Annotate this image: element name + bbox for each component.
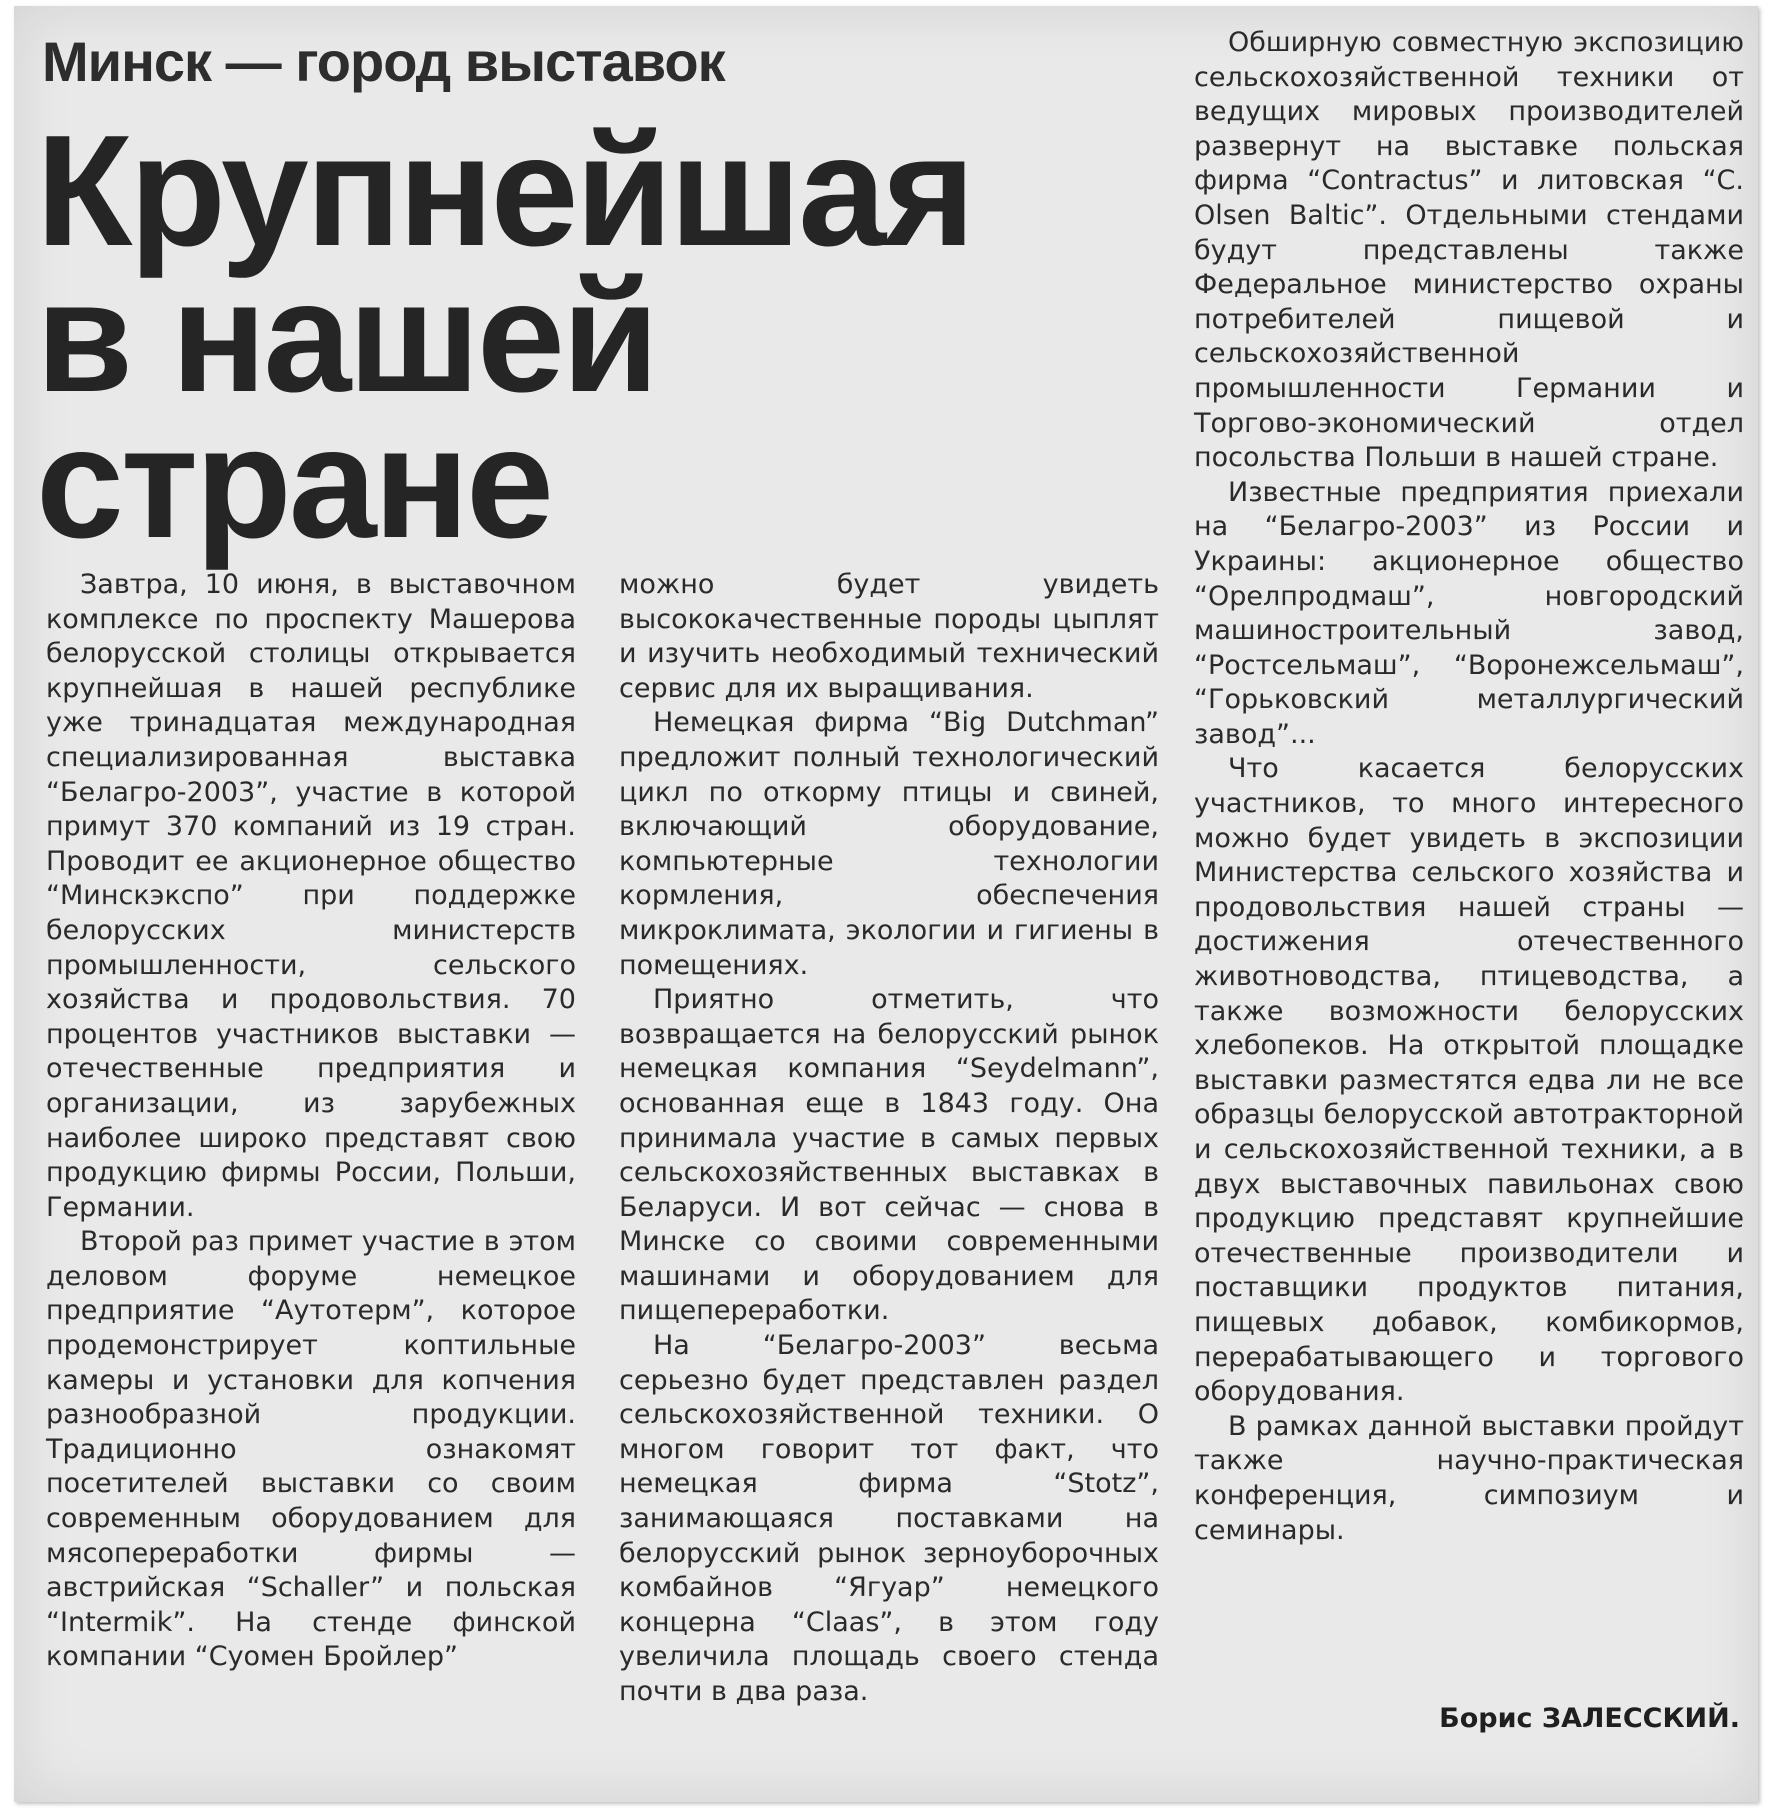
article-column-1 xyxy=(46,568,576,1675)
paragraph: Завтра, 10 июня, в выставочном комплексе по проспекту Машерова белорусской столицы открывается крупнейшая в нашей республике уже тринадцатая международная специализированная выставка “Белагро-2003”, участие в которой примут 370 компаний из 19 стран. Проводит ее акционерное общество “Минскэкспо” при поддержке белорусских министерств промышленности, сельского хозяйства и продовольствия. 70 процентов участников выставки — отечественные предприятия и организации, из зарубежных наиболее широко представят свою продукцию фирмы России, Польши, Германии. xyxy=(46,569,576,1223)
paragraph: Второй раз примет участие в этом деловом форуме немецкое предприятие “Аутотерм”, которое продемонстрирует коптильные камеры и установки для копчения разнообразной продукции. Традиционно ознакомят посетителей выставки со своим современным оборудованием для мясопереработки фирмы — австрийская “Schaller” и польская “Intermik”. На стенде финской компании “Суомен Бройлер” xyxy=(46,1226,576,1673)
paragraph: Приятно отметить, что возвращается на белорусский рынок немецкая компания “Seydelmann”, основанная еще в 1843 году. Она принимала участие в самых первых сельскохозяйственных выставках в Беларуси. И вот сейчас — снова в Минске со своими современными машинами и оборудованием для пищепереработки. xyxy=(619,984,1159,1327)
headline-line: в нашей xyxy=(36,249,657,425)
headline-line: стране xyxy=(36,395,551,571)
paragraph: На “Белагро-2003” весьма серьезно будет представлен раздел сельскохозяйственной техники. О многом говорит тот факт, что немецкая фирма “Stotz”, занимающаяся поставками на белорусский рынок зерноуборочных комбайнов “Ягуар” немецкого концерна “Claas”, в этом году увеличила площадь своего стенда почти в два раза. xyxy=(619,1330,1159,1707)
headline-line: Крупнейшая xyxy=(36,103,973,279)
article-column-3 xyxy=(1194,26,1744,1548)
paragraph: Обширную совместную экспозицию сельскохозяйственной техники от ведущих мировых производителей развернут на выставке польская фирма “Contractus” и литовская “C. Olsen Baltic”. Отдельными стендами будут представлены также Федеральное министерство охраны потребителей пищевой и сельскохозяйственной промышленности Германии и Торгово-экономический отдел посольства Польши в нашей стране. xyxy=(1194,27,1744,474)
paragraph: В рамках данной выставки пройдут также научно-практическая конференция, симпозиум и семинары. xyxy=(1194,1410,1744,1546)
article-headline xyxy=(36,103,973,571)
article-column-2 xyxy=(619,568,1159,1710)
paragraph: Известные предприятия приехали на “Белагро-2003” из России и Украины: акционерное общество “Орелпродмаш”, новгородский машиностроительный завод, “Ростсельмаш”, “Воронежсельмаш”, “Горьковский металлургический завод”... xyxy=(1194,476,1744,750)
paragraph: Что касается белорусских участников, то много интересного можно будет увидеть в экспозиции Министерства сельского хозяйства и продовольствия нашей страны — достижения отечественного животноводства, птицеводства, а также возможности белорусских хлебопеков. На открытой площадке выставки разместятся едва ли не все образцы белорусской автотракторной и сельскохозяйственной техники, а в двух выставочных павильонах свою продукцию представят крупнейшие отечественные производители и поставщики продуктов питания, пищевых добавок, комбикормов, перерабатывающего и торгового оборудования. xyxy=(1194,753,1744,1408)
newspaper-clipping xyxy=(14,6,1758,1802)
paragraph-continuation: можно будет увидеть высококачественные породы цыплят и изучить необходимый технический сервис для их выращивания. xyxy=(619,569,1159,704)
article-kicker: Минск — город выставок xyxy=(42,30,725,93)
author-signature: Борис ЗАЛЕССКИЙ. xyxy=(1439,1703,1740,1734)
paragraph: Немецкая фирма “Big Dutchman” предложит полный технологический цикл по откорму птицы и свиней, включающий оборудование, компьютерные технологии кормления, обеспечения микроклимата, экологии и гигиены в помещениях. xyxy=(619,707,1159,981)
